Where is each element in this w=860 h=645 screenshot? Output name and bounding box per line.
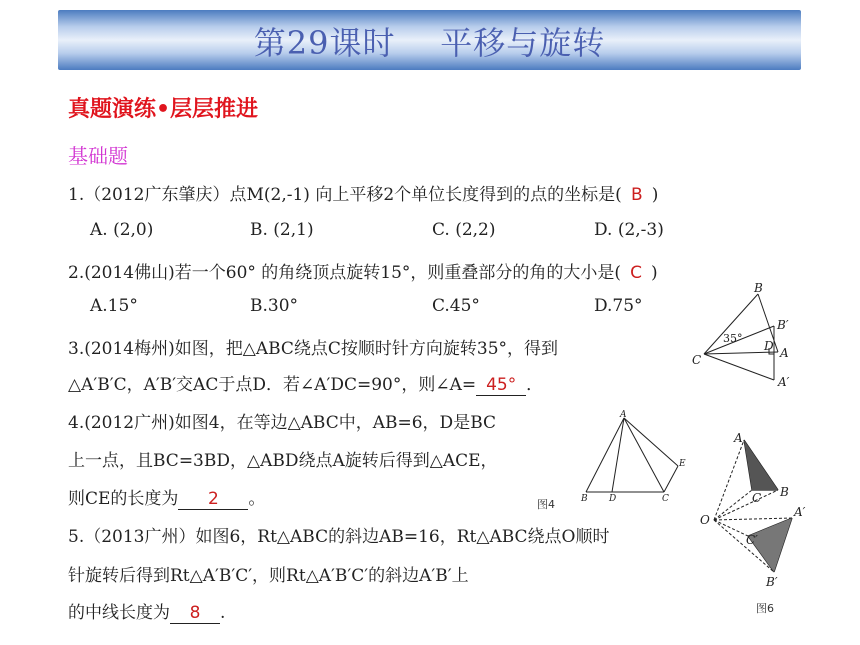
fig6-label-c: C [752, 491, 762, 505]
fig4-label-e: E [679, 459, 686, 469]
question-1 [68, 180, 658, 205]
fig4-label-c: C [662, 494, 669, 504]
question-3-line-2 [68, 370, 543, 396]
q2-option-b: B.30° [250, 296, 299, 316]
fig4-label-b: B [581, 494, 588, 504]
section-title: 真题演练•层层推进 [68, 97, 259, 122]
fig4-label-d: D [609, 494, 617, 504]
question-4-line-1: 4.(2012广州)如图4，在等边△ABC中，AB=6，D是BC [68, 413, 497, 433]
q2-option-c: C.45° [432, 296, 480, 316]
page-title: 第29课时 平移与旋转 [253, 24, 606, 62]
fig3-label-a-prime: A′ [778, 375, 790, 389]
fig6-label-o: O [700, 513, 710, 527]
question-2-answer: C [630, 263, 642, 283]
question-3-text: △A′B′C，A′B′交AC于点D．若∠A′DC=90°，则∠A= [68, 375, 477, 395]
question-1-close: ) [651, 185, 659, 205]
question-5-text: 的中线长度为 [68, 603, 170, 623]
title-banner [58, 10, 801, 70]
fig6-label-a-prime: A′ [794, 505, 806, 519]
fig3-label-a: A [780, 346, 789, 360]
q1-option-c: C. (2,2) [432, 220, 496, 240]
figure-4-caption: 图4 [537, 498, 555, 511]
question-3-line-1: 3.(2014梅州)如图，把△ABC绕点C按顺时针方向旋转35°，得到 [68, 339, 559, 359]
fig3-label-c: C [692, 353, 702, 367]
question-3-end: ． [526, 375, 544, 395]
q1-option-a: A. (2,0) [90, 220, 154, 240]
question-5-answer-blank: 8 [170, 603, 220, 624]
question-5-line-1: 5.（2013广州）如图6，Rt△ABC的斜边AB=16，Rt△ABC绕点O顺时 [68, 527, 610, 547]
fig4-label-a: A [620, 410, 627, 420]
fig6-label-a: A [734, 431, 743, 445]
fig6-label-c-prime: C′ [746, 533, 758, 547]
q1-option-d: D. (2,-3) [594, 220, 664, 240]
question-2-close: ) [651, 263, 658, 283]
figure-6-caption: 图6 [756, 602, 774, 615]
question-4-line-2: 上一点，且BC=3BD，△ABD绕点A旋转后得到△ACE， [68, 451, 498, 471]
question-3-answer-blank: 45° [476, 375, 526, 396]
question-5-end: . [220, 603, 226, 623]
fig3-label-b-prime: B′ [777, 318, 789, 332]
question-4-end: 。 [248, 489, 266, 509]
question-1-answer: B [630, 185, 643, 205]
fig3-label-b: B [754, 281, 763, 295]
question-4-line-3 [68, 484, 265, 510]
fig6-label-b-prime: B′ [766, 575, 778, 589]
question-4-text: 则CE的长度为 [68, 489, 179, 509]
question-1-text: 1.（2012广东肇庆）点M(2,-1) 向上平移2个单位长度得到的点的坐标是( [68, 185, 622, 205]
question-2 [68, 258, 658, 283]
q1-option-b: B. (2,1) [250, 220, 314, 240]
figure-4-diagram [576, 412, 696, 502]
figure-6-diagram [700, 430, 820, 595]
fig6-label-b: B [780, 485, 789, 499]
question-5-line-2: 针旋转后得到Rt△A′B′C′，则Rt△A′B′C′的斜边A′B′上 [68, 566, 469, 586]
q2-option-d: D.75° [594, 296, 643, 316]
subsection-title: 基础题 [68, 144, 128, 168]
question-2-text: 2.(2014佛山)若一个60° 的角绕顶点旋转15°，则重叠部分的角的大小是( [68, 263, 622, 283]
question-5-line-3 [68, 598, 225, 624]
fig3-label-angle: 35° [723, 332, 743, 345]
fig3-label-d: D [764, 339, 774, 353]
q2-option-a: A.15° [90, 296, 138, 316]
figure-3-diagram [690, 282, 800, 392]
question-4-answer-blank: 2 [178, 489, 248, 510]
